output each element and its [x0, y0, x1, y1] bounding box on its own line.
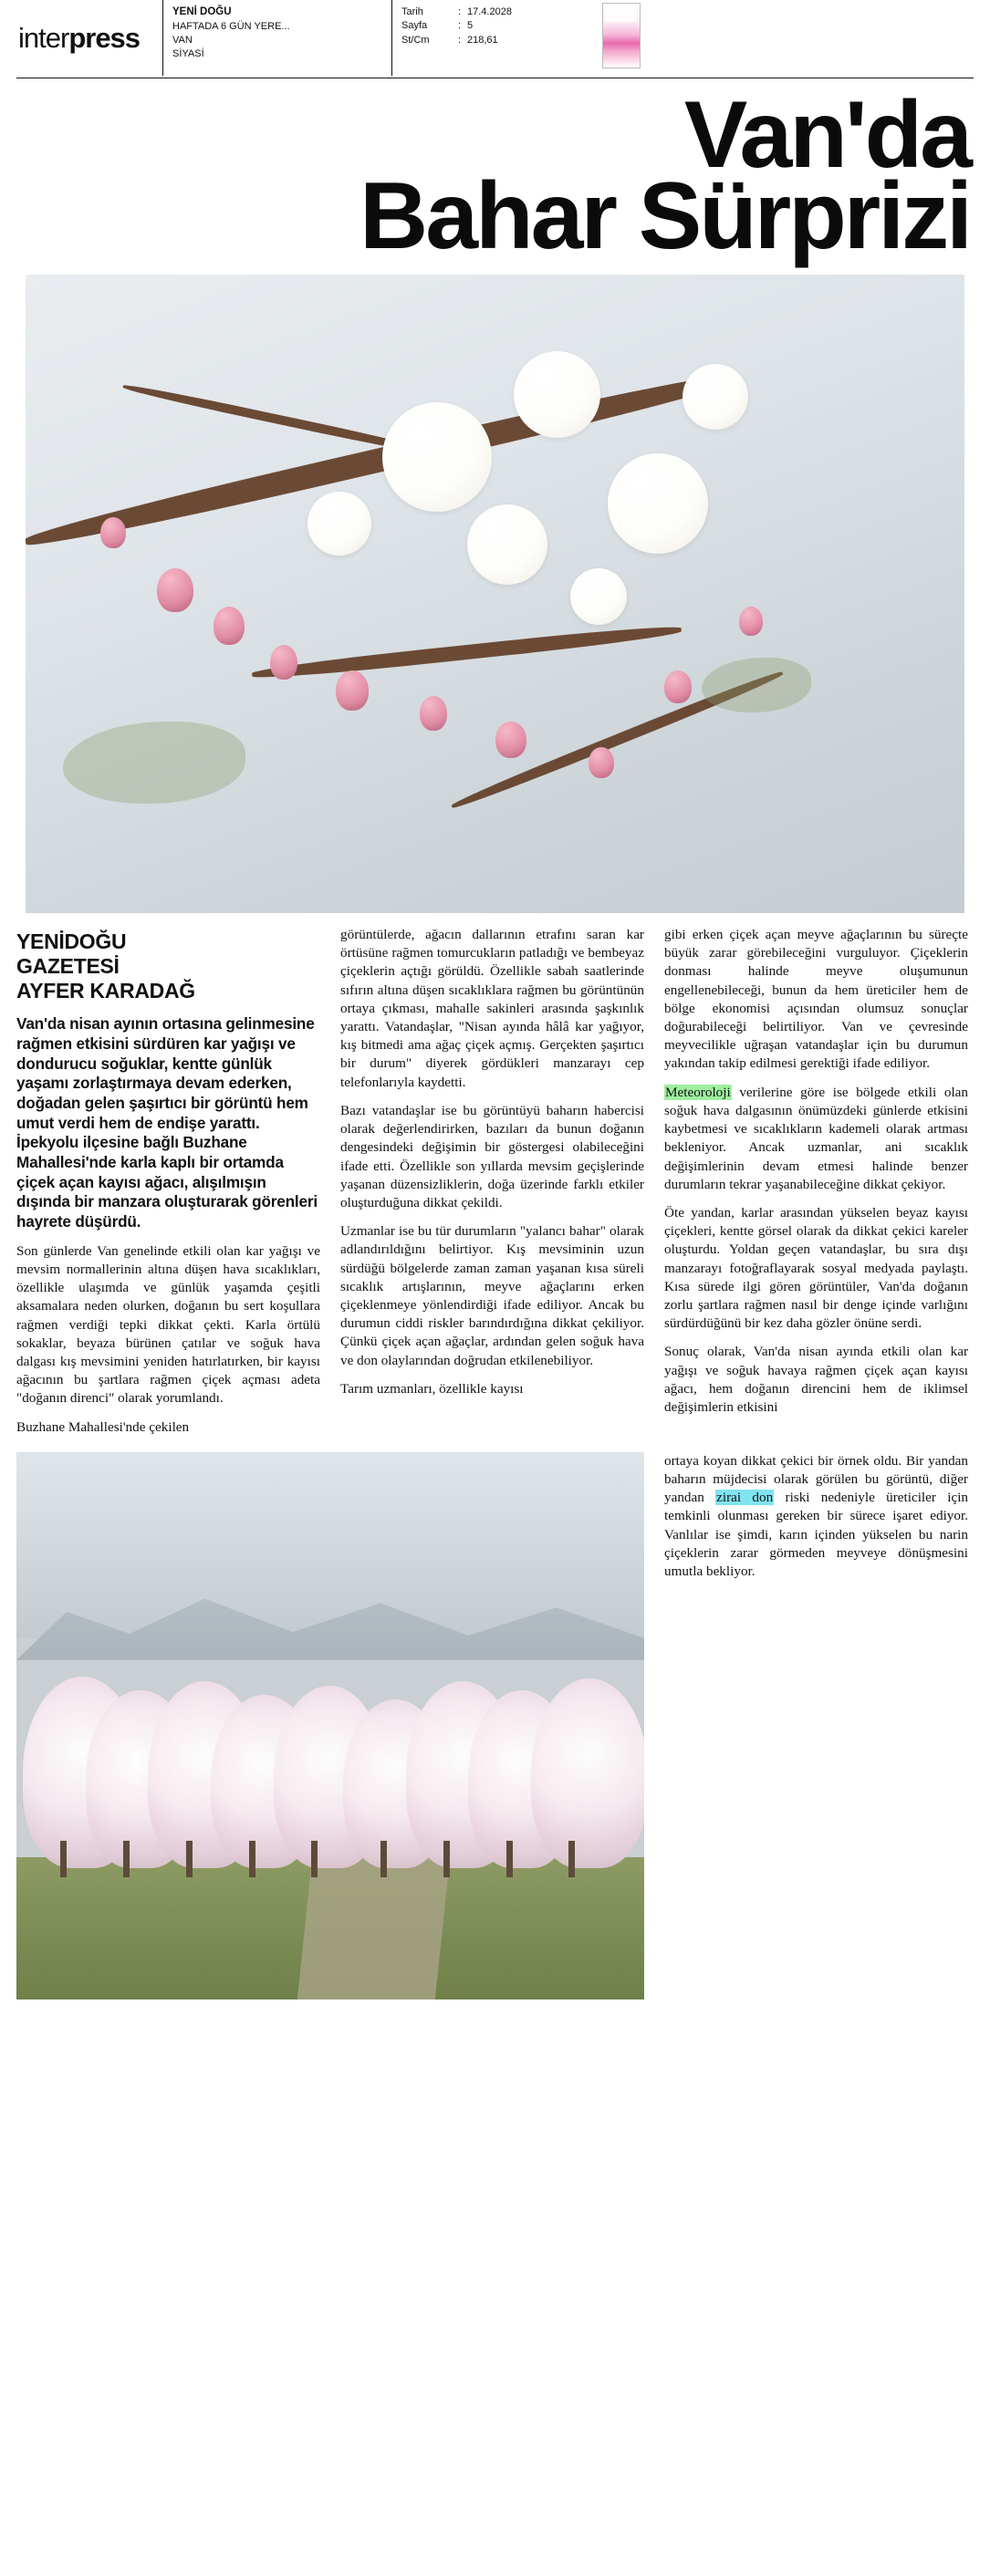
flower-bud-shape — [420, 696, 447, 731]
flower-bud-shape — [739, 607, 763, 636]
publication-name: YENİ DOĞU — [172, 6, 232, 17]
meta-key-stcm: St/Cm — [401, 34, 430, 46]
paragraph: Uzmanlar ise bu tür durumların "yalancı bahar" olarak adlandırıldığını belirtiyor. Kış mevsiminin uzun sürdüğü bölgelerde zaman zaman yaşanan kısa süreli sıcaklık artışlarının, meyve ağaçlarını erken çiçeklenmeye yönlendirdiği ifade ediliyor. Ancak bu durumun ciddi riskler barındırdığına dikkat çekiliyor. Çünkü çiçek açan ağaçlar, ardından gelen soğuk hava ve don olaylarından doğrudan etkilenebiliyor. — [340, 1223, 644, 1368]
byline-line-3: AYFER KARADAĞ — [16, 979, 195, 1003]
flower-bud-shape — [157, 568, 193, 612]
blossom-shape — [307, 492, 371, 556]
publication-category: SİYASİ — [172, 48, 204, 60]
paragraph: Buzhane Mahallesi'nde çekilen — [16, 1418, 190, 1435]
meta-value-date: 17.4.2028 — [467, 6, 512, 17]
meta-sep-stcm: : — [458, 34, 462, 46]
byline — [16, 930, 320, 1003]
paragraph: Öte yandan, karlar arasından yükselen beyaz kayısı çiçekleri, kentte görsel olarak da dikkat çekici kareler oluşturdu. Yoldan geçen vatandaşlar, bu sıra dışı manzarayı fotoğraflayarak sosyal medyada paylaştı. Kısa sürede ilgi gören görüntüler, Van'da doğanın zorlu şartlara rağmen nasıl bir denge içinde varlığını sürdürdüğünü bir kez daha gözler önüne serdi. — [664, 1204, 968, 1332]
flower-bud-shape — [336, 670, 369, 711]
clipping-header — [16, 0, 974, 78]
meta-row-date — [401, 5, 602, 19]
publication-frequency: HAFTADA 6 GÜN YERE... — [172, 20, 290, 32]
meta-sep-date: : — [458, 6, 462, 17]
paragraph-with-highlight-zirai-don: ortaya koyan dikkat çekici bir örnek oldu. Bir yandan baharın müjdecisi olarak görülen bu görüntü, diğer yandan zirai don riski nedeniyle üreticiler için temkinli olunması gereken bir sürece işaret ediyor. Vanlılar ise şimdi, karın içinden yükselen bu narin çiçeklerin zarar görmeden meyveye dönüşmesini umutla bekliyor. — [664, 1452, 969, 1580]
orchard-photo — [16, 1452, 644, 2000]
paragraph: Sonuç olarak, Van'da nisan ayında etkili olan kar yağışı ve soğuk havaya rağmen çiçek açan kayısı ağacı, hem doğanın direncini hem de iklimsel değişimlerin etkisini — [664, 1344, 968, 1416]
blossom-tree — [531, 1678, 644, 1868]
flower-bud-shape — [495, 722, 526, 758]
tree-trunk — [311, 1841, 318, 1877]
blossom-shape — [683, 364, 748, 430]
logo-text-inter: inter — [18, 21, 69, 54]
header-divider-1 — [162, 0, 163, 76]
highlight-meteoroloji: Meteoroloji — [665, 1084, 731, 1100]
interpress-logo — [16, 0, 153, 76]
blossom-shape — [467, 504, 547, 585]
blossom-shape — [382, 402, 492, 512]
flower-bud-shape — [100, 517, 126, 548]
page-thumbnail-wrap — [602, 0, 974, 76]
blossom-shape — [570, 568, 627, 625]
meta-value-page: 5 — [467, 20, 474, 32]
paragraph-with-highlight-meteoroloji: Meteoroloji verilerine göre ise bölgede etkili olan soğuk hava dalgasının önümüzdeki günlerde etkisini kaybetmesi ve sıcaklıkların kademeli olarak artması bekleniyor. Ancak uzmanlar, ani sıcaklık değişimlerinin devam etmesi halinde benzer durumların tekrar yaşanabileceğine dikkat çekiyor. — [664, 1084, 968, 1192]
tree-trunk — [186, 1841, 193, 1877]
paragraph: Tarım uzmanları, özellikle kayısı — [340, 1380, 524, 1397]
tree-trunk — [380, 1841, 387, 1877]
blossom-shape — [514, 351, 600, 438]
tree-trunk — [506, 1841, 513, 1877]
article-columns — [16, 926, 974, 1447]
flower-bud-shape — [664, 670, 692, 703]
meta-row-page — [401, 19, 602, 33]
publication-city: VAN — [172, 35, 193, 47]
clipping-meta — [401, 0, 602, 76]
highlight-zirai-don: zirai don — [716, 1490, 774, 1506]
page-title — [16, 78, 974, 271]
tree-trunk — [443, 1841, 450, 1877]
flower-bud-shape — [270, 645, 297, 680]
flower-bud-shape — [589, 747, 614, 778]
column-3-continued — [664, 1452, 968, 1592]
paragraph: Bazı vatandaşlar ise bu görüntüyü baharın habercisi olarak değerlendirirken, bazıları da bunun doğanın dengesindeki değişimin bir göstergesi olabileceğini ifade etti. Özellikle son yıllarda mevsim geçişlerinde yaşanan düzensizliklerin, doğa üzerinde farklı etkiler oluşturduğuna dikkat çekildi. — [340, 1102, 644, 1210]
tree-trunk — [60, 1841, 67, 1877]
meta-row-stcm — [401, 34, 602, 47]
flower-bud-shape — [214, 607, 245, 645]
bottom-section — [16, 1452, 974, 2000]
byline-line-1: YENİDOĞU — [16, 929, 127, 953]
blossom-shape — [608, 453, 708, 554]
paragraph: görüntülerde, ağacın dallarının etrafını saran kar örtüsüne rağmen tomurcukların patladığı ve bembeyaz çiçeklerin açtığı görüldü. Özellikle sabah saatlerinde sıfırın altına düşen sıcaklıklara rağmen bu görüntünün ortaya çıkması, mahalle sakinleri arasında şaşkınlık yarattı. Vatandaşlar, "Nisan ayında hâlâ kar yağıyor, kış bitmedi ama ağaç çiçek açmış. Gerçekten şaşırtıcı bir durum" diyerek gördükleri manzarayı cep telefonlarıyla kaydetti. — [340, 926, 644, 1090]
column-2 — [340, 926, 644, 1408]
tree-trunk — [568, 1841, 575, 1877]
orchard-tree-row — [16, 1616, 644, 1868]
hero-photo — [26, 275, 964, 913]
tree-trunk — [249, 1841, 255, 1877]
meta-sep-page: : — [458, 20, 462, 32]
page-thumbnail-icon — [602, 3, 641, 68]
meta-key-page: Sayfa — [401, 20, 428, 32]
column-3 — [664, 926, 968, 1427]
headline-line-1: Van'da — [683, 82, 970, 188]
paragraph: Son günlerde Van genelinde etkili olan kar yağışı ve mevsim normallerinin altına düşen hava sıcaklıkları, özellikle ulaşımda ve günlük yaşamda çeşitli aksamalara neden olurken, doğanın bu sert koşullara rağmen verdiği tepki dikkat çekti. Karla örtülü sokaklar, beyaza bürünen çatılar ve soğuk hava dalgası kış mevsimini yeniden hatırlatırken, bir kayısı ağacının bu şartlara rağmen çiçek açması adeta "doğanın direnci" olarak yorumlandı. — [16, 1242, 320, 1407]
headline-line-2: Bahar Sürprizi — [360, 163, 970, 270]
meta-value-stcm: 218,61 — [467, 34, 498, 46]
meta-key-date: Tarih — [401, 6, 423, 17]
logo-text-press: press — [68, 21, 141, 54]
orchard-path — [297, 1857, 451, 2000]
paragraph-lead: Van'da nisan ayının ortasına gelinmesine rağmen etkisini sürdüren kar yağışı ve dondurucu soğuklar, kentte günlük yaşamı zorlaştırmaya devam ederken, doğadan gelen şaşırtıcı bir görüntü hem umut verdi hem de endişe yarattı. İpekyolu ilçesine bağlı Buzhane Mahallesi'nde karla kaplı bir ortamda çiçek açan kayısı ağacı, alışılmışın dışında bir manzara oluşturarak görenleri hayrete düşürdü. — [16, 1014, 318, 1231]
tree-trunk — [123, 1841, 130, 1877]
paragraph: gibi erken çiçek açan meyve ağaçlarının bu süreçte büyük zarar görebileceğini vurguluyor. Çiçeklerin donması halinde meyve oluşumunun engellenebileceği, bunun da hem üreticiler hem de bölge ekonomisi açısından olumsuz sonuçlar doğurabileceği belirtiliyor. Van ve çevresinde meyvecilikle uğraşan vatandaşlar için bu durumun yakından takip edilmesi gerektiği ifade ediliyor. — [664, 926, 968, 1072]
header-divider-2 — [391, 0, 392, 76]
publication-info — [172, 0, 382, 76]
column-1 — [16, 926, 320, 1447]
byline-line-2: GAZETESİ — [16, 954, 120, 978]
